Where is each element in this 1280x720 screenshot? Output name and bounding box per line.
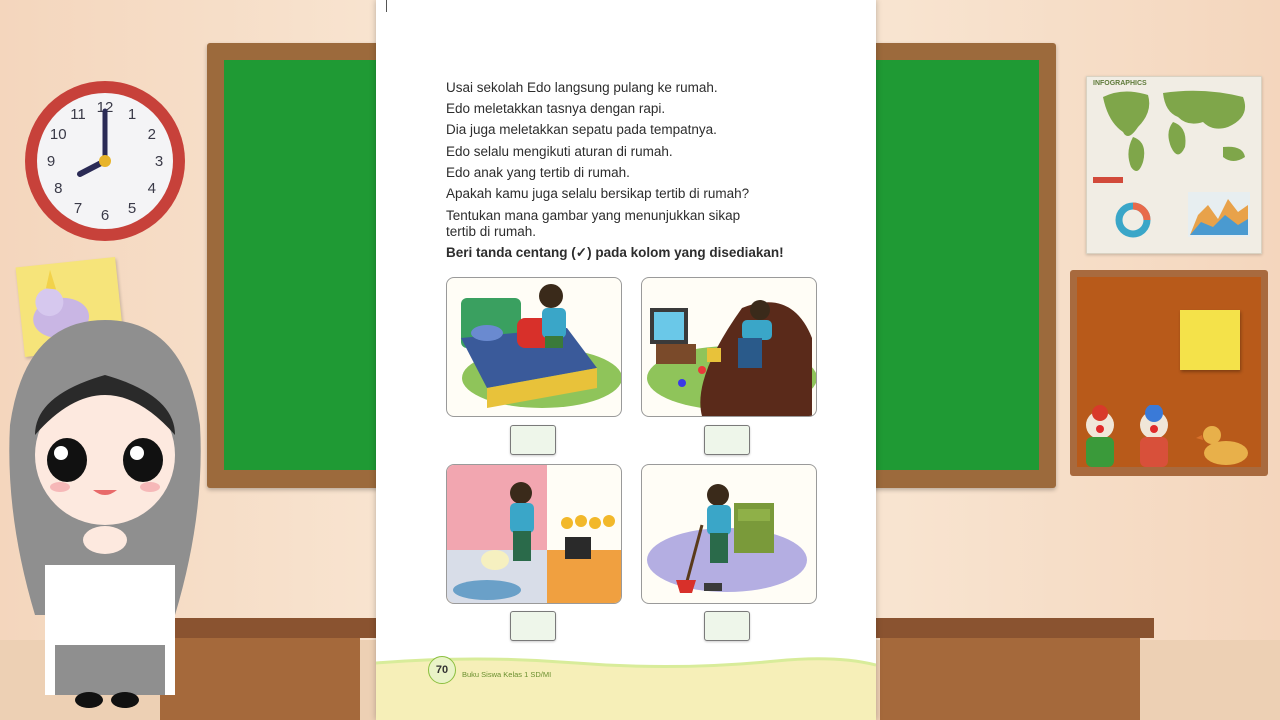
clock-number: 1 <box>127 106 137 124</box>
picture-sweeping-floor <box>641 464 817 604</box>
story-line: Edo selalu mengikuti aturan di rumah. <box>446 144 673 159</box>
clock-number: 11 <box>70 106 86 124</box>
story-line: Dia juga meletakkan sepatu pada tempatnya. <box>446 122 717 137</box>
clock-number: 9 <box>46 153 56 170</box>
answer-checkbox-3[interactable] <box>510 611 556 641</box>
desk-right <box>880 638 1140 720</box>
instruction-line: Beri tanda centang (✓) pada kolom yang disediakan! <box>446 245 784 260</box>
clock-number: 8 <box>54 180 63 197</box>
clock-number: 2 <box>147 126 156 143</box>
answer-checkbox-2[interactable] <box>704 425 750 455</box>
clock-number: 3 <box>154 153 164 170</box>
desk-right-top <box>870 618 1154 638</box>
chalkboard-right <box>862 60 1039 470</box>
story-line: Usai sekolah Edo langsung pulang ke rumah. <box>446 80 718 95</box>
book-page <box>376 0 876 720</box>
clock-number: 6 <box>100 207 110 224</box>
chalkboard-left <box>224 60 394 470</box>
picture-messy-room <box>641 277 817 417</box>
clock-number: 10 <box>49 126 67 143</box>
toys-shelf <box>1078 405 1260 471</box>
answer-checkbox-4[interactable] <box>704 611 750 641</box>
picture-tidy-bed <box>446 277 622 417</box>
clock-number: 12 <box>96 99 114 116</box>
teacher-character <box>5 315 205 710</box>
clown-toy-icon <box>1086 405 1114 467</box>
infographic-poster <box>1086 76 1262 254</box>
clock-number: 5 <box>127 199 137 217</box>
question-line: tertib di rumah. <box>446 224 537 239</box>
text-cursor <box>386 0 387 12</box>
wall-clock <box>22 78 188 244</box>
sticky-note <box>1180 310 1240 370</box>
poster-title: INFOGRAPHICS <box>1093 80 1147 87</box>
world-map-icon <box>1093 87 1257 247</box>
duck-toy-icon <box>1196 426 1248 465</box>
story-line: Edo anak yang tertib di rumah. <box>446 165 630 180</box>
book-label: Buku Siswa Kelas 1 SD/MI <box>462 670 552 679</box>
clock-number: 7 <box>73 199 83 217</box>
question-line: Apakah kamu juga selalu bersikap tertib di rumah? <box>446 186 750 201</box>
question-line: Tentukan mana gambar yang menunjukkan sikap <box>446 208 741 223</box>
picture-watering-plants <box>446 464 622 604</box>
answer-checkbox-1[interactable] <box>510 425 556 455</box>
page-number: 70 <box>428 656 456 684</box>
clown-toy-icon <box>1140 405 1168 467</box>
clock-number: 4 <box>147 180 156 197</box>
story-line: Edo meletakkan tasnya dengan rapi. <box>446 101 666 116</box>
